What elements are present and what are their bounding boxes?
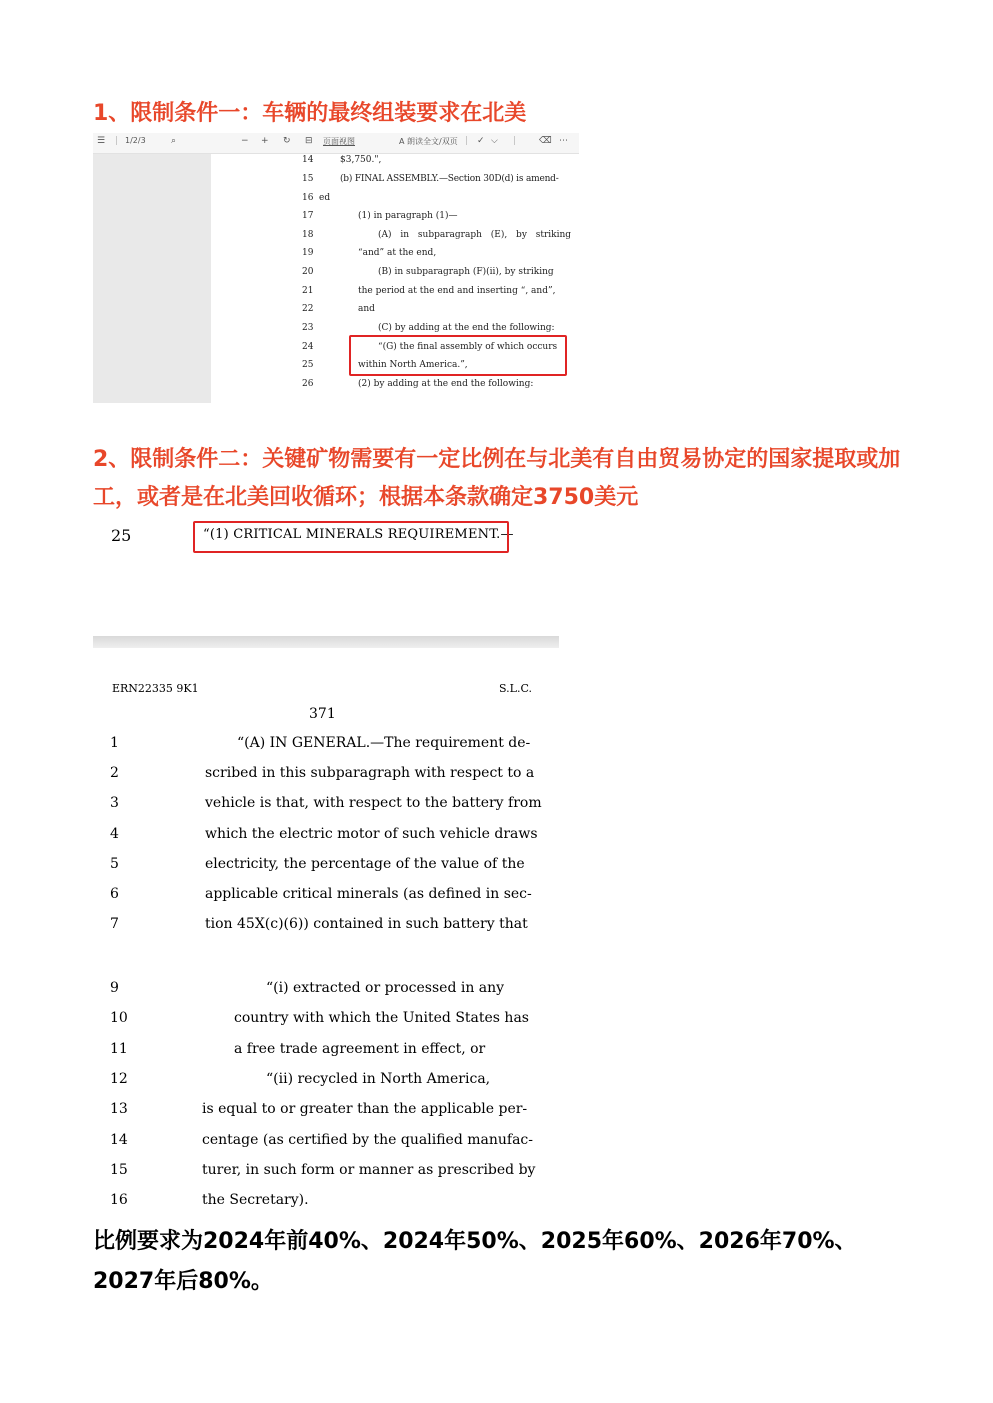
line-number: 17: [302, 211, 314, 221]
line-text: (A) in subparagraph (E), by striking: [378, 230, 572, 240]
line-text: which the electric motor of such vehicle draws: [205, 826, 538, 842]
zoom-out-button[interactable]: −: [241, 136, 249, 146]
pdf-viewer-screenshot: [93, 133, 579, 403]
line-text: centage (as certified by the qualified manufac-: [202, 1132, 533, 1148]
line-number: 16: [302, 193, 314, 203]
line-text: (2) by adding at the end the following:: [358, 379, 534, 389]
line-text: vehicle is that, with respect to the battery from: [205, 795, 542, 811]
line-text: “(G) the final assembly of which occurs: [378, 342, 558, 352]
final-assembly-highlight: [349, 335, 567, 376]
line-number: 5: [110, 856, 119, 872]
line-text: (C) by adding at the end the following:: [378, 323, 555, 333]
line-text: tion 45X(c)(6)) contained in such battery that: [205, 916, 528, 932]
line-number: 13: [110, 1101, 128, 1117]
zoom-indicator[interactable]: 1/2/3: [125, 136, 146, 145]
fit-page-icon[interactable]: ⊟: [305, 136, 313, 146]
line-number: 15: [110, 1162, 128, 1178]
line-text: and: [358, 304, 375, 314]
line-number: 26: [302, 379, 314, 389]
line-text: (B) in subparagraph (F)(ii), by striking: [378, 267, 554, 277]
line-text: within North America.”,: [358, 360, 468, 370]
line-text: the period at the end and inserting “, and”,: [358, 286, 556, 296]
zoom-in-button[interactable]: +: [261, 136, 269, 146]
line-text: scribed in this subparagraph with respect to a: [205, 765, 535, 781]
slc-label: S.L.C.: [499, 682, 532, 695]
erase-icon[interactable]: ⌫: [539, 136, 552, 146]
line-text: $3,750.",: [340, 155, 382, 165]
line-number: 3: [110, 795, 119, 811]
read-aloud-button[interactable]: A 朗读全文/双页: [399, 137, 458, 146]
line-number: 22: [302, 304, 314, 314]
line-number: 20: [302, 267, 314, 277]
menu-icon[interactable]: ☰: [97, 136, 106, 146]
draw-icon[interactable]: ✓: [477, 136, 485, 146]
more-icon[interactable]: ⋯: [559, 136, 568, 146]
line-number: 18: [302, 230, 314, 240]
line-number: 14: [110, 1132, 128, 1148]
page-view-button[interactable]: 页面视图: [323, 137, 355, 146]
pdf-toolbar: [93, 133, 579, 154]
line-text: turer, in such form or manner as prescribed by: [202, 1162, 536, 1178]
line-text: “(ii) recycled in North America,: [266, 1071, 491, 1087]
line-number: 10: [110, 1010, 128, 1026]
rotate-icon[interactable]: ↻: [283, 136, 291, 146]
line-number: 24: [302, 342, 314, 352]
toolbar-divider: |: [513, 136, 517, 146]
line-number: 2: [110, 765, 119, 781]
line-text: country with which the United States has: [234, 1010, 529, 1026]
line-text: ed: [319, 193, 331, 203]
line-number: 12: [110, 1071, 128, 1087]
percentage-requirement-summary: 比例要求为2024年前40%、2024年50%、2025年60%、2026年70%、2027年后80%。: [93, 1229, 857, 1294]
line-text: (1) in paragraph (1)—: [358, 211, 458, 221]
critical-minerals-heading: “(1) CRITICAL MINERALS REQUIREMENT.—: [203, 527, 514, 542]
search-icon[interactable]: ⌕: [171, 136, 177, 146]
line-number: 1: [110, 735, 119, 751]
line-number: 25: [111, 526, 132, 545]
line-number: 7: [110, 916, 119, 932]
page-number: 371: [309, 706, 336, 722]
line-text: is equal to or greater than the applicable per-: [202, 1101, 528, 1117]
line-text: applicable critical minerals (as defined in sec-: [205, 886, 532, 902]
thumbnail-sidebar: [93, 154, 211, 403]
line-text: “(A) IN GENERAL.—The requirement de-: [237, 735, 531, 751]
draw-options-icon[interactable]: ⌵: [491, 136, 498, 146]
line-number: 23: [302, 323, 314, 333]
critical-minerals-highlight: [193, 521, 509, 553]
section1-heading: 1、限制条件一：车辆的最终组装要求在北美: [93, 101, 527, 126]
line-number: 19: [302, 248, 314, 258]
toolbar-divider: |: [115, 136, 119, 146]
toolbar-divider: |: [465, 136, 469, 146]
line-number: 14: [302, 155, 314, 165]
line-text: “(i) extracted or processed in any: [266, 980, 505, 996]
line-number: 9: [110, 980, 119, 996]
page-separator: [93, 636, 559, 648]
line-text: (b) FINAL ASSEMBLY.—Section 30D(d) is amend-: [340, 174, 559, 184]
line-number: 16: [110, 1192, 128, 1208]
line-number: 11: [110, 1041, 128, 1057]
line-number: 4: [110, 826, 119, 842]
line-text: a free trade agreement in effect, or: [234, 1041, 486, 1057]
section2-heading: 2、限制条件二：关键矿物需要有一定比例在与北美有自由贸易协定的国家提取或加工，或者是在北美回收循环；根据本条款确定3750美元: [93, 447, 901, 510]
line-number: 21: [302, 286, 314, 296]
line-number: 6: [110, 886, 119, 902]
line-number: 15: [302, 174, 314, 184]
line-text: “and” at the end,: [358, 248, 437, 258]
document-id: ERN22335 9K1: [112, 682, 199, 695]
line-text: the Secretary).: [202, 1192, 309, 1208]
line-number: 25: [302, 360, 314, 370]
line-text: electricity, the percentage of the value of the: [205, 856, 525, 872]
